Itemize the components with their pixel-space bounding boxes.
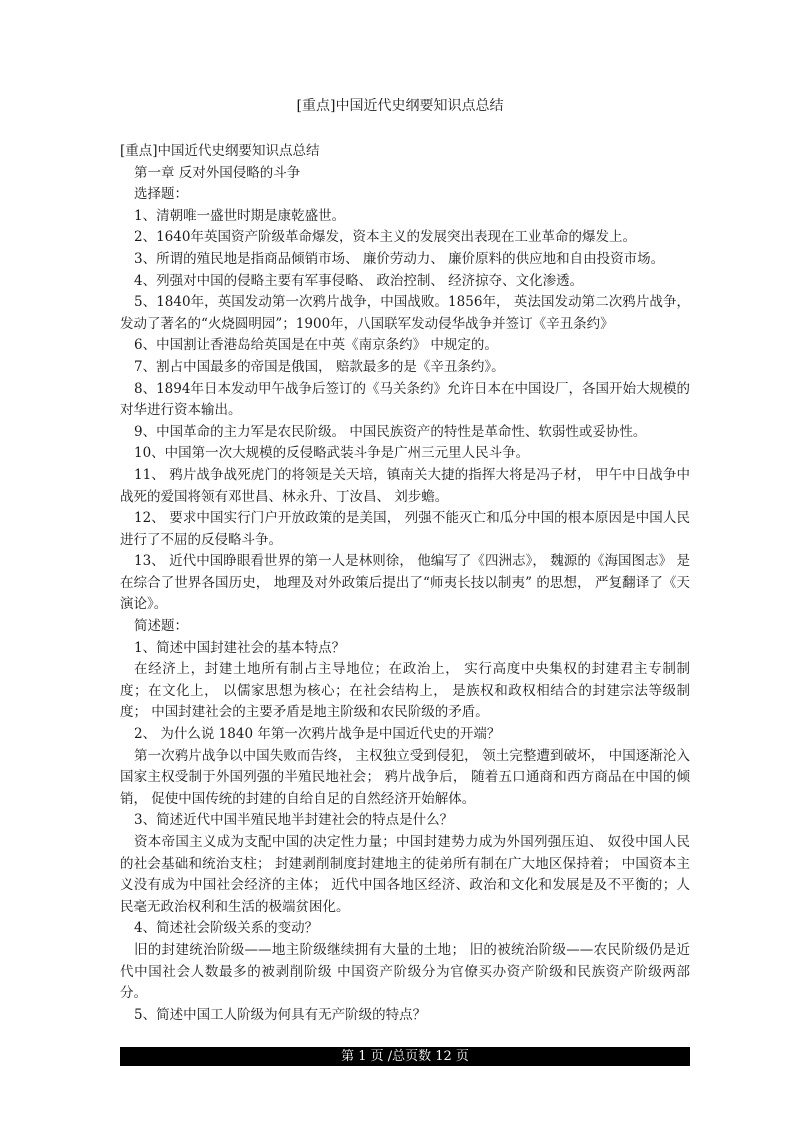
page-title: [重点]中国近代史纲要知识点总结 <box>296 98 504 114</box>
paragraph: 第一章 反对外国侵略的斗争 <box>134 164 301 181</box>
paragraph: 1、简述中国封建社会的基本特点？ <box>134 639 346 656</box>
paragraph: 4、简述社会阶级关系的变动？ <box>134 920 319 937</box>
paragraph: 11、 鸦片战争战死虎门的将领是关天培，镇南关大捷的指挥大将是冯子材， 甲午中日战争中战死的爱国将领有邓世昌、林永升、丁汝昌、 刘步蟾。 <box>120 466 690 505</box>
page-footer: 第 1 页 /总页数 12 页 <box>120 1047 690 1066</box>
paragraph: 2、 为什么说 1840 年第一次鸦片战争是中国近代史的开端？ <box>134 726 501 743</box>
paragraph: [重点]中国近代史纲要知识点总结 <box>120 143 320 159</box>
paragraph: 3、所谓的殖民地是指商品倾销市场、 廉价劳动力、 廉价原料的供应地和自由投资市场。 <box>134 250 665 267</box>
paragraph: 10、中国第一次大规模的反侵略武装斗争是广州三元里人民斗争。 <box>134 445 530 462</box>
paragraph: 资本帝国主义成为支配中国的决定性力量；中国封建势力成为外国列强压迫、 奴役中国人民的社会基础和统治支柱； 封建剥削制度封建地主的徒弟所有制在广大地区保持着； 中国资本主义没有成为中国社会经济的主体； 近代中国各地区经济、政治和文化和发展是及不平衡的；人民毫无政治权利和生活的极端贫困化。 <box>120 834 690 915</box>
paragraph: 9、中国革命的主力军是农民阶级。 中国民族资产的特性是革命性、软弱性或妥协性。 <box>134 423 647 440</box>
paragraph: 8、1894年日本发动甲午战争后签订的《马关条约》允许日本在中国设厂，各国开始大规模的对华进行资本输出。 <box>120 380 690 419</box>
paragraph: 12、 要求中国实行门户开放政策的是美国， 列强不能灭亡和瓜分中国的根本原因是中国人民进行了不屈的反侵略斗争。 <box>120 510 690 548</box>
paragraph: 6、中国割让香港岛给英国是在中英《南京条约》 中规定的。 <box>134 337 498 354</box>
paragraph: 4、列强对中国的侵略主要有军事侵略、 政治控制、 经济掠夺、文化渗透。 <box>134 272 584 289</box>
paragraph: 第一次鸦片战争以中国失败而告终， 主权独立受到侵犯， 领土完整遭到破坏， 中国逐渐沦入国家主权受制于外国列强的半殖民地社会； 鸦片战争后， 随着五口通商和西方商品在中国的倾销， 促使中国传统的封建的自给自足的自然经济开始解体。 <box>120 747 690 807</box>
paragraph: 5、1840年，英国发动第一次鸦片战争，中国战败。1856年， 英法国发动第二次鸦片战争，发动了著名的“火烧圆明园”；1900年，八国联军发动侵华战争并签订《辛丑条约》 <box>120 294 690 332</box>
paragraph: 13、 近代中国睁眼看世界的第一人是林则徐， 他编写了《四洲志》， 魏源的《海国图志》 是在综合了世界各国历史， 地理及对外政策后提出了“师夷长技以制夷” 的思想， 严复翻译了《天演论》。 <box>120 553 690 613</box>
paragraph: 7、割占中国最多的帝国是俄国， 赔款最多的是《辛丑条约》。 <box>134 358 505 375</box>
paragraph: 选择题： <box>134 186 188 203</box>
paragraph: 3、简述近代中国半殖民地半封建社会的特点是什么？ <box>134 812 454 829</box>
paragraph: 旧的封建统治阶级——地主阶级继续拥有大量的土地； 旧的被统治阶级——农民阶级仍是近代中国社会人数最多的被剥削阶级 中国资产阶级分为官僚买办资产阶级和民族资产阶级两部分。 <box>120 941 690 1002</box>
paragraph: 在经济上，封建土地所有制占主导地位；在政治上， 实行高度中央集权的封建君主专制制度；在文化上， 以儒家思想为核心；在社会结构上， 是族权和政权相结合的封建宗法等级制度； 中国封建社会的主要矛盾是地主阶级和农民阶级的矛盾。 <box>120 661 690 721</box>
paragraph: 2、1640年英国资产阶级革命爆发，资本主义的发展突出表现在工业革命的爆发上。 <box>134 229 636 246</box>
paragraph: 简述题： <box>134 618 188 635</box>
document-body <box>120 141 690 1026</box>
paragraph: 5、简述中国工人阶级为何具有无产阶级的特点？ <box>134 1006 427 1023</box>
paragraph: 1、清朝唯一盛世时期是康乾盛世。 <box>134 207 346 224</box>
